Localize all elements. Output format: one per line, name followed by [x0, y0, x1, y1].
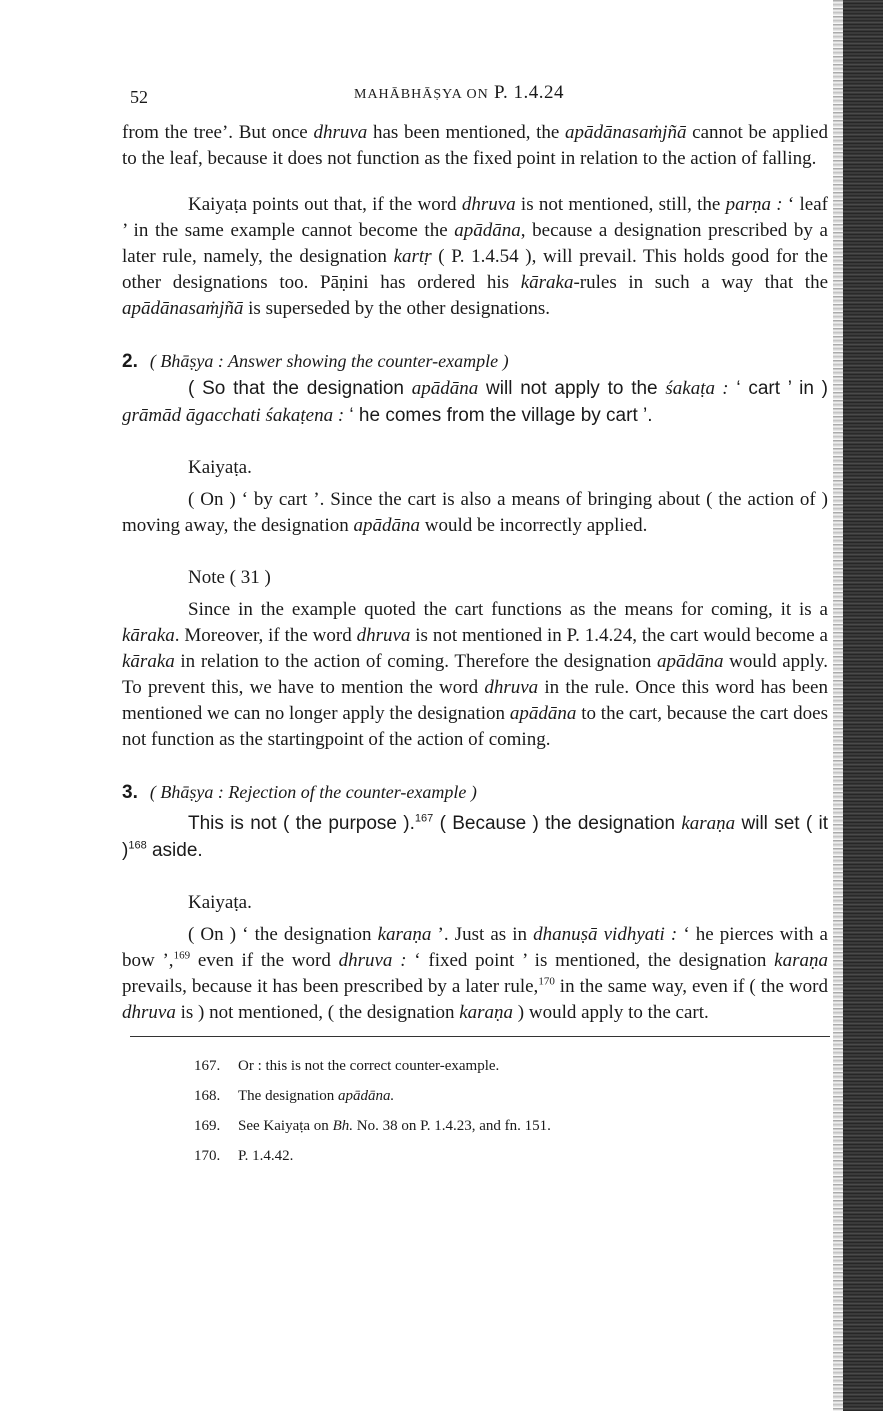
kaiyata-commentary-2: ( On ) ‘ the designation karaṇa ’. Just as in dhanuṣā vidhyati : ‘ he pierces with a bow ’,$^{169}$ even if the word dhruva : ‘ fixed point ’ is mentioned, the designation karaṇa prevails, because it has been prescribed by a later rule,$^{170}$ in the same way, even if ( the word dhruva is ) not mentioned, ( the designation karaṇa ) would apply to the cart.	[122, 924, 829, 1023]
footnote-divider	[130, 1036, 830, 1037]
footnote-ref[interactable]: 168	[128, 839, 147, 852]
footnote-ref[interactable]: 169	[173, 949, 191, 962]
footnotes	[194, 1051, 828, 1171]
paragraph-kaiyata-point: Kaiyaṭa points out that, if the word dhruva is not mentioned, still, the parṇa : ‘ leaf ’ in the same example cannot become the apādāna, because a designation prescribed by a later rule, namely, the designation kartṛ ( P. 1.4.54 ), will prevail. This holds good for the other designations too. Pāṇini has ordered his kāraka-rules in such a way that the apādānasaṁjñā is superseded by the other designations.	[122, 194, 829, 319]
footnote-168: 168. The designation apādāna.	[194, 1088, 395, 1104]
footnote-170: 170. P. 1.4.42.	[194, 1148, 294, 1164]
section-title: ( Bhāṣya : Answer showing the counter-example )	[149, 351, 509, 371]
running-head-rule-ref: P. 1.4.24	[494, 82, 564, 103]
paragraph-tree-continuation: from the tree’. But once dhruva has been mentioned, the apādānasaṁjñā cannot be applied to the leaf, because it does not function as the fixed point in relation to the action of falling.	[122, 122, 829, 169]
bhasya-text-2: ( So that the designation apādāna will not apply to the śakaṭa : ‘ cart ’ in ) grāmād āgacchati śakaṭena : ‘ he comes from the village by cart ’.	[122, 378, 828, 426]
kaiyata-label: Kaiyaṭa.	[188, 892, 252, 913]
running-head	[354, 82, 564, 104]
footnote-169: 169. See Kaiyaṭa on Bh. No. 38 on P. 1.4.23, and fn. 151.	[194, 1118, 551, 1134]
kaiyata-label: Kaiyaṭa.	[188, 457, 252, 478]
running-head-title: MAHĀBHĀṢYA ON	[354, 87, 489, 102]
section-3-heading	[122, 779, 828, 806]
page-number: 52	[130, 87, 148, 107]
section-number: 3.	[122, 782, 138, 803]
note-text: Since in the example quoted the cart functions as the means for coming, it is a kāraka. Moreover, if the word dhruva is not mentioned in P. 1.4.24, the cart would become a kāraka in relation to the action of coming. Therefore the designation apādāna would apply. To prevent this, we have to mention the word dhruva in the rule. Once this word has been mentioned we can no longer apply the designation apādāna to the cart, because the cart does not function as the startingpoint of the action of coming.	[122, 599, 828, 750]
footnote-ref[interactable]: 167	[414, 812, 434, 825]
footnote-ref[interactable]: 170	[538, 975, 555, 988]
section-number: 2.	[122, 351, 138, 372]
note-label: Note ( 31 )	[188, 567, 271, 588]
section-title: ( Bhāṣya : Rejection of the counter-example )	[149, 782, 477, 802]
book-page	[122, 80, 828, 1171]
kaiyata-commentary-1: ( On ) ‘ by cart ’. Since the cart is also a means of bringing about ( the action of ) moving away, the designation apādāna would be incorrectly applied.	[122, 489, 828, 536]
bhasya-text-3: This is not ( the purpose ).$^{167}$ ( Because ) the designation karaṇa will set ( it )$^{168}$ aside.	[122, 812, 828, 861]
section-2-heading	[122, 348, 828, 375]
footnote-167: 167. Or : this is not the correct counter-example.	[194, 1058, 500, 1074]
page-header	[122, 80, 828, 120]
page-edge-shadow	[843, 0, 883, 1411]
